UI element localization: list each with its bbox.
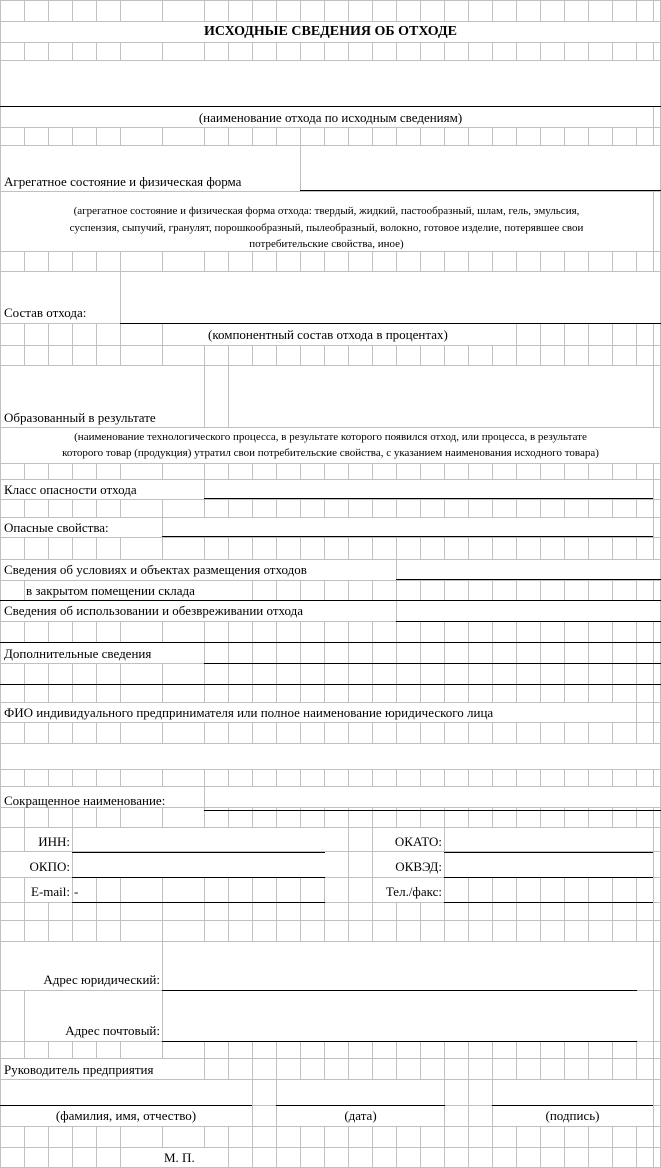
aggregate-hint: суспензия, сыпучий, гранулят, порошкообразный, пылеобразный, волокно, готовое изделие, потерявшее свои: [69, 222, 584, 234]
entity-name-input[interactable]: [1, 744, 660, 769]
formed-label: Образованный в результате: [4, 410, 156, 425]
hazard-class-input[interactable]: [205, 480, 653, 498]
hazard-props-input[interactable]: [163, 518, 653, 536]
hazard-props-underline: [162, 536, 653, 537]
usage-underline: [396, 621, 661, 622]
usage-input[interactable]: [397, 601, 660, 621]
stamp-label: М. П.: [164, 1150, 195, 1165]
grid-line: [0, 0, 661, 1]
aggregate-hint: (агрегатное состояние и физическая форма отхода: твердый, жидкий, пастообразный, шлам, гель, эмульсия,: [73, 205, 580, 217]
grid-line: [0, 345, 661, 346]
hazard-class-underline: [204, 498, 653, 499]
composition-caption: (компонентный состав отхода в процентах): [208, 327, 448, 342]
okved-input[interactable]: [445, 853, 653, 877]
director-fio-input[interactable]: [1, 1080, 252, 1105]
grid-line: [0, 463, 661, 464]
composition-label: Состав отхода:: [4, 305, 87, 320]
aggregate-underline: [300, 190, 661, 191]
hazard-props-label: Опасные свойства:: [4, 520, 109, 535]
okato-label: ОКАТО:: [394, 834, 442, 849]
postal-address-input[interactable]: [163, 991, 637, 1041]
signature-underline: [492, 1105, 653, 1106]
email-input[interactable]: [73, 878, 325, 902]
formed-process-input[interactable]: [229, 366, 653, 427]
grid-line: [0, 1147, 661, 1148]
phone-label: Тел./факс:: [385, 884, 442, 899]
date-underline: [276, 1105, 445, 1106]
grid-line: [0, 499, 661, 500]
waste-name-underline: [0, 106, 661, 107]
aggregate-state-input[interactable]: [301, 146, 660, 190]
composition-input[interactable]: [121, 272, 660, 323]
email-underline: [72, 902, 325, 903]
postal-address-label: Адрес почтовый:: [65, 1023, 160, 1038]
additional-extra-underline: [0, 684, 661, 685]
placement-value: в закрытом помещении склада: [26, 583, 195, 598]
hazard-class-label: Класс опасности отхода: [4, 482, 137, 497]
grid-line: [0, 722, 661, 723]
short-name-underline: [204, 810, 661, 811]
legal-address-input[interactable]: [163, 942, 637, 990]
grid-line: [0, 42, 661, 43]
formed-hint: которого товар (продукция) утратил свои потребительские свойства, с указанием наименования исходного товара): [62, 447, 599, 459]
legal-address-label: Адрес юридический:: [43, 972, 160, 987]
okpo-label: ОКПО:: [29, 859, 70, 874]
email-value: -: [74, 884, 79, 899]
phone-input[interactable]: [445, 878, 653, 902]
postal-address-underline: [162, 1041, 637, 1042]
composition-underline: [120, 323, 661, 324]
short-name-label: Сокращенное наименование:: [4, 793, 166, 808]
waste-name-caption: (наименование отхода по исходным сведениям): [198, 110, 463, 125]
additional-input[interactable]: [205, 643, 660, 663]
grid-line: [0, 1126, 661, 1127]
usage-label: Сведения об использовании и обезвреживании отхода: [4, 603, 304, 618]
signature-input[interactable]: [493, 1080, 653, 1105]
placement-underline: [396, 579, 661, 580]
grid-line: [0, 769, 661, 770]
okpo-input[interactable]: [73, 853, 325, 877]
entity-label: ФИО индивидуального предпринимателя или полное наименование юридического лица: [4, 705, 494, 720]
director-label: Руководитель предприятия: [4, 1062, 154, 1077]
email-label: E-mail:: [31, 884, 70, 899]
phone-underline: [444, 902, 653, 903]
signature-caption: (подпись): [545, 1108, 600, 1123]
aggregate-hint: потребительские свойства, иное): [249, 238, 404, 250]
inn-input[interactable]: [73, 828, 325, 852]
grid-line: [0, 127, 661, 128]
waste-name-input[interactable]: [1, 61, 660, 106]
short-name-input[interactable]: [205, 787, 660, 810]
grid-line: [0, 537, 661, 538]
inn-label: ИНН:: [38, 834, 70, 849]
grid-line: [0, 920, 661, 921]
okved-label: ОКВЭД:: [395, 859, 442, 874]
aggregate-label: Агрегатное состояние и физическая форма: [4, 174, 242, 189]
placement-input[interactable]: [397, 560, 660, 579]
fio-underline: [0, 1105, 252, 1106]
fio-caption: (фамилия, имя, отчество): [55, 1108, 197, 1123]
date-caption: (дата): [344, 1108, 377, 1123]
placement-label: Сведения об условиях и объектах размещения отходов: [4, 562, 307, 577]
date-input[interactable]: [277, 1080, 444, 1105]
additional-underline: [204, 663, 661, 664]
okato-input[interactable]: [445, 828, 653, 852]
additional-label: Дополнительные сведения: [4, 646, 152, 661]
form-title: ИСХОДНЫЕ СВЕДЕНИЯ ОБ ОТХОДЕ: [204, 24, 457, 39]
formed-hint: (наименование технологического процесса, в результате которого появился отход, или процесса, в результате: [74, 431, 587, 443]
